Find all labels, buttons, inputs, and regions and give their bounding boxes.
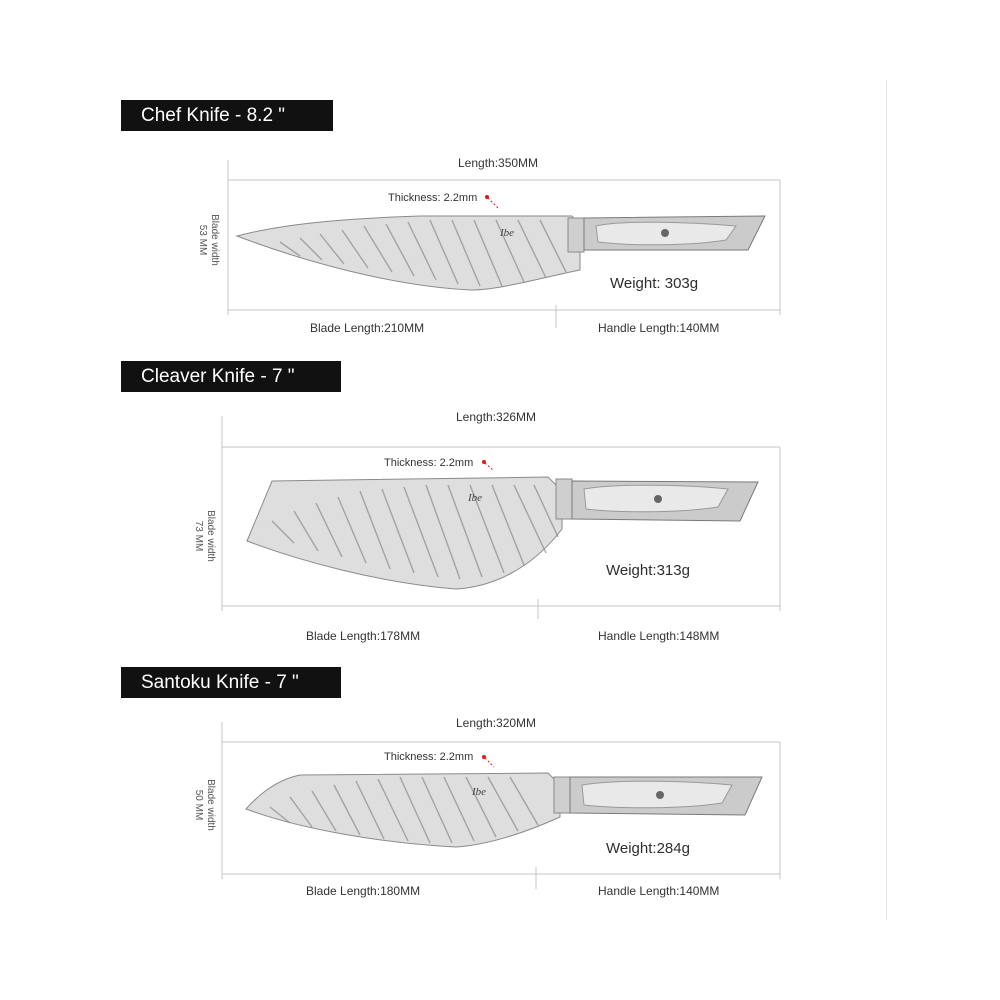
blade-width-text: Blade width (205, 779, 216, 831)
bolster-shape (568, 218, 584, 252)
cleaver-knife-drawing (0, 361, 1000, 651)
blade-width-text: Blade width (209, 214, 220, 266)
weight-label: Weight: 303g (610, 275, 699, 292)
blade-length-label: Blade Length:180MM (306, 884, 421, 898)
bolster-shape (554, 777, 570, 813)
cleaver-knife-section (0, 361, 1000, 651)
santoku-knife-section (0, 667, 1000, 907)
blade-shape (237, 216, 580, 290)
blade-width-text: Blade width (205, 510, 216, 562)
knife-title-cleaver: Cleaver Knife - 7 " (121, 361, 341, 392)
knife-title-santoku: Santoku Knife - 7 " (121, 667, 341, 698)
total-length-label: Length:326MM (456, 410, 537, 424)
weight-label: Weight:313g (606, 562, 690, 579)
handle-length-label: Handle Length:140MM (598, 321, 720, 335)
total-length-label: Length:320MM (456, 716, 537, 730)
handle-length-label: Handle Length:148MM (598, 629, 720, 643)
total-length-label: Length:350MM (458, 156, 539, 170)
blade-width-value: 73 MM (193, 520, 204, 552)
handle-rivet-icon (654, 495, 662, 503)
weight-label: Weight:284g (606, 840, 690, 857)
brand-mark: Ibe (468, 492, 483, 504)
brand-mark: Ibe (500, 227, 515, 239)
brand-mark: Ibe (472, 786, 487, 798)
blade-width-value: 50 MM (193, 789, 204, 821)
blade-width-value: 53 MM (197, 224, 208, 256)
handle-rivet-icon (656, 791, 664, 799)
blade-length-label: Blade Length:178MM (306, 629, 421, 643)
thickness-label: Thickness: 2.2mm (384, 751, 474, 763)
blade-length-label: Blade Length:210MM (310, 321, 425, 335)
chef-knife-drawing (0, 100, 1000, 350)
santoku-knife-drawing (0, 667, 1000, 907)
chef-knife-section (0, 100, 1000, 350)
bolster-shape (556, 479, 572, 519)
handle-rivet-icon (661, 229, 669, 237)
thickness-label: Thickness: 2.2mm (388, 192, 478, 204)
thickness-label: Thickness: 2.2mm (384, 457, 474, 469)
blade-shape (247, 477, 562, 589)
handle-length-label: Handle Length:140MM (598, 884, 720, 898)
knife-title-chef: Chef Knife - 8.2 " (121, 100, 333, 131)
